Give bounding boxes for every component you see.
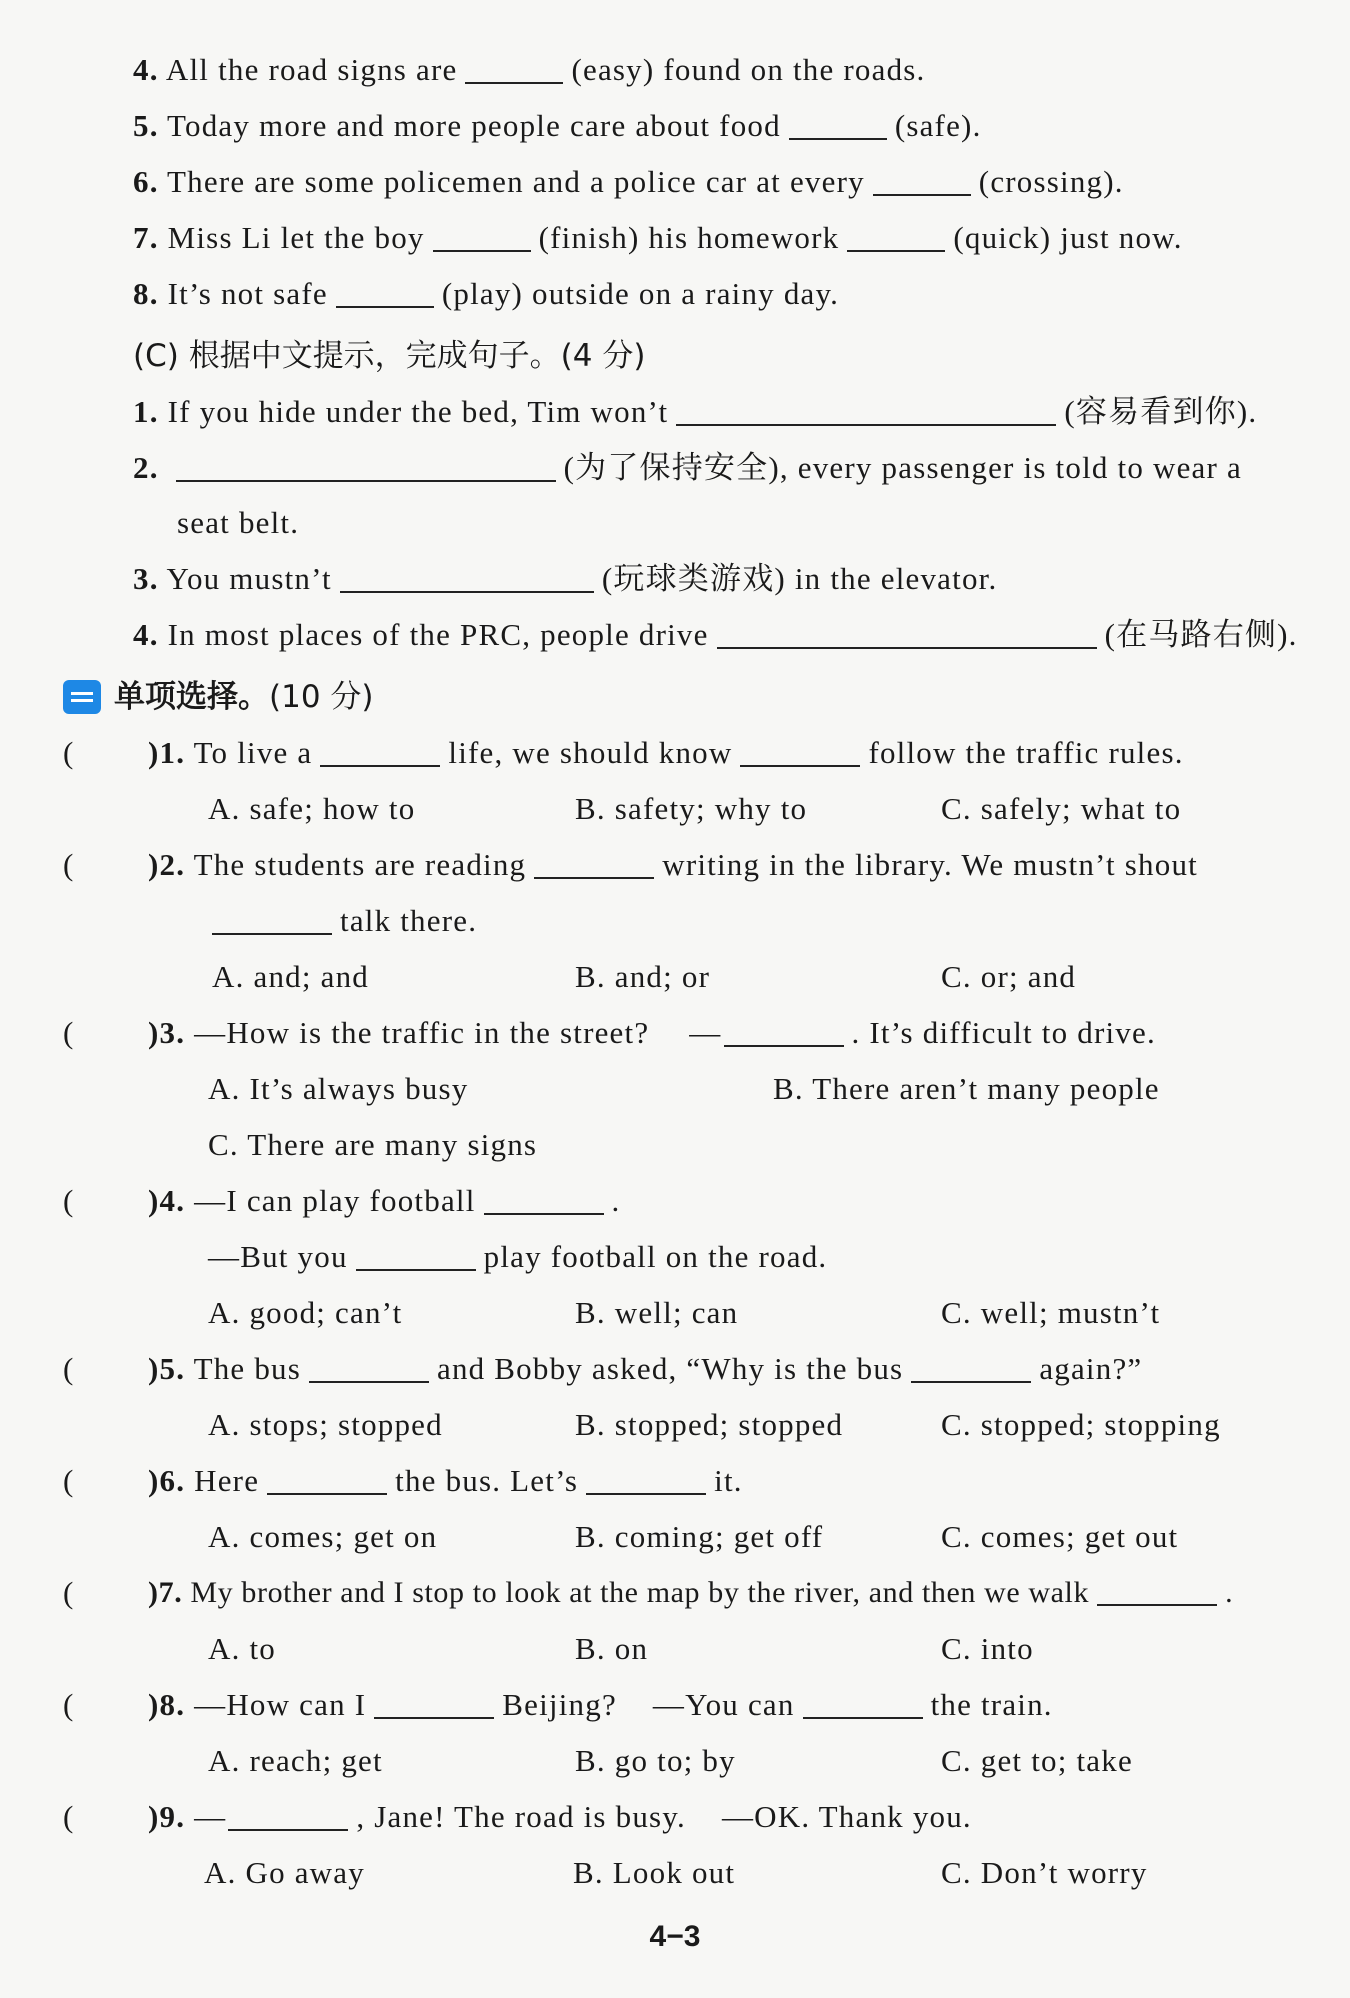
answer-blank[interactable] [340,561,594,593]
answer-blank[interactable] [676,394,1056,426]
answer-blank[interactable] [309,1351,429,1383]
option-b[interactable]: B. on [575,1631,649,1666]
partC-q4: 4. In most places of the PRC, people drive (在马路右侧). [133,617,1298,652]
option-c[interactable]: C. Don’t worry [941,1855,1148,1890]
option-b[interactable]: B. There aren’t many people [773,1071,1160,1106]
option-a[interactable]: A. stops; stopped [208,1407,443,1442]
answer-blank[interactable] [176,450,556,482]
option-b[interactable]: B. and; or [575,959,711,994]
option-c[interactable]: C. There are many signs [208,1127,538,1162]
answer-paren[interactable]: ( [63,1351,74,1386]
answer-paren[interactable]: ( [63,1015,74,1050]
option-c[interactable]: C. safely; what to [941,791,1182,826]
page-number: 4−3 [649,1920,701,1953]
mc-q6: )6. Here the bus. Let’s it. [148,1463,743,1498]
option-a[interactable]: A. reach; get [208,1743,383,1778]
answer-blank[interactable] [873,164,971,196]
option-c[interactable]: C. into [941,1631,1034,1666]
answer-blank[interactable] [724,1015,844,1047]
answer-paren[interactable]: ( [63,847,74,882]
option-a[interactable]: A. comes; get on [208,1519,438,1554]
option-b[interactable]: B. stopped; stopped [575,1407,844,1442]
option-b[interactable]: B. Look out [573,1855,736,1890]
mc-q2-cont: talk there. [212,901,477,941]
partC-q2: 2. (为了保持安全), every passenger is told to wear a [133,450,1242,485]
answer-blank[interactable] [484,1183,604,1215]
mc-q5: )5. The bus and Bobby asked, “Why is the bus again?” [148,1351,1143,1386]
mc-q4: )4. —I can play football . [148,1183,621,1218]
partB-q5: 5. Today more and more people care about food (safe). [133,108,982,143]
answer-blank[interactable] [789,108,887,140]
answer-blank[interactable] [433,220,531,252]
answer-blank[interactable] [267,1463,387,1495]
partB-q4: 4. All the road signs are (easy) found on the roads. [133,50,926,90]
answer-blank[interactable] [212,903,332,935]
answer-blank[interactable] [803,1687,923,1719]
answer-blank[interactable] [1097,1574,1217,1606]
answer-blank[interactable] [740,735,860,767]
option-c[interactable]: C. comes; get out [941,1519,1179,1554]
mc-q2: )2. The students are reading writing in the library. We mustn’t shout [148,847,1198,882]
answer-blank[interactable] [356,1239,476,1271]
answer-blank[interactable] [374,1687,494,1719]
answer-blank[interactable] [586,1463,706,1495]
answer-blank[interactable] [228,1799,348,1831]
option-a[interactable]: A. and; and [212,959,369,994]
partB-q6: 6. There are some policemen and a police car at every (crossing). [133,164,1124,199]
option-b[interactable]: B. go to; by [575,1743,736,1778]
option-a[interactable]: A. safe; how to [208,791,416,826]
answer-blank[interactable] [911,1351,1031,1383]
mc-q7: )7. My brother and I stop to look at the map by the river, and then we walk . [148,1576,1234,1609]
answer-paren[interactable]: ( [63,1687,74,1722]
mc-q3: )3. —How is the traffic in the street? — . It’s difficult to drive. [148,1015,1156,1050]
option-b[interactable]: B. well; can [575,1295,739,1330]
option-c[interactable]: C. get to; take [941,1743,1133,1778]
answer-blank[interactable] [847,220,945,252]
partC-q2-cont: seat belt. [177,505,300,540]
answer-blank[interactable] [336,276,434,308]
answer-blank[interactable] [465,52,563,84]
option-a[interactable]: A. to [208,1631,276,1666]
option-a[interactable]: A. good; can’t [208,1295,403,1330]
option-a[interactable]: A. Go away [204,1855,365,1890]
answer-blank[interactable] [717,617,1097,649]
partB-q7: 7. Miss Li let the boy (finish) his homework (quick) just now. [133,220,1183,255]
answer-blank[interactable] [534,847,654,879]
option-a[interactable]: A. It’s always busy [208,1071,469,1106]
mc-q1: )1. To live a life, we should know follow the traffic rules. [148,735,1184,770]
option-b[interactable]: B. safety; why to [575,791,808,826]
option-c[interactable]: C. or; and [941,959,1077,994]
partC-heading: (C) 根据中文提示，完成句子。(4 分) [133,338,646,374]
option-b[interactable]: B. coming; get off [575,1519,824,1554]
section-two-title: 单项选择。(10 分) [114,679,374,715]
answer-paren[interactable]: ( [63,735,74,770]
partC-q1: 1. If you hide under the bed, Tim won’t (容易看到你). [133,394,1258,429]
answer-paren[interactable]: ( [63,1183,74,1218]
option-c[interactable]: C. stopped; stopping [941,1407,1221,1442]
option-c[interactable]: C. well; mustn’t [941,1295,1161,1330]
question-number: 4. [133,52,159,87]
partB-q8: 8. It’s not safe (play) outside on a rainy day. [133,276,840,311]
partC-q3: 3. You mustn’t (玩球类游戏) in the elevator. [133,561,998,596]
section-two-icon [63,680,101,714]
mc-q9: )9. — , Jane! The road is busy. —OK. Thank you. [148,1799,972,1834]
answer-paren[interactable]: ( [63,1463,74,1498]
answer-blank[interactable] [320,735,440,767]
answer-paren[interactable]: ( [63,1799,74,1834]
mc-q4-line2: —But you play football on the road. [208,1239,828,1274]
mc-q8: )8. —How can I Beijing? —You can the train. [148,1687,1053,1722]
answer-paren[interactable]: ( [63,1575,74,1610]
